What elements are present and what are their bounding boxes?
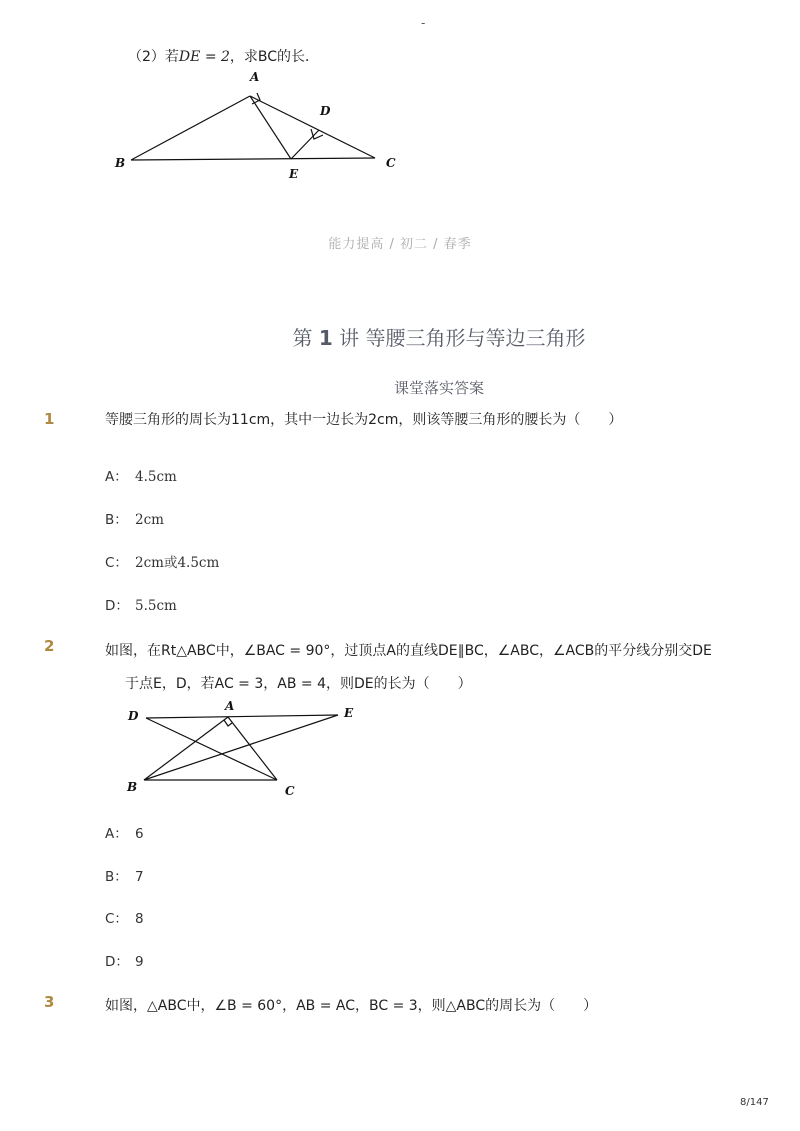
course-subtitle: 能力提高 / 初二 / 春季 [328, 237, 472, 252]
line-de [146, 715, 338, 718]
option-value: 2cm或4.5cm [135, 555, 220, 571]
figure-triangle-abc-de [100, 60, 420, 190]
question-number: 3 [44, 993, 55, 1011]
segment-ae [250, 96, 291, 159]
segment-ba [131, 96, 250, 160]
lecture-prefix: 第 [292, 326, 313, 350]
option-label: B： [105, 512, 128, 528]
segment-ed [291, 130, 319, 159]
option-label: A： [105, 826, 128, 842]
option-value: 5.5cm [135, 598, 177, 614]
label-c: C [285, 784, 295, 798]
option-label: D： [105, 598, 129, 614]
option-value: 4.5cm [135, 469, 177, 485]
lecture-title [0, 322, 800, 351]
label-d: D [128, 709, 139, 723]
option-d[interactable] [105, 950, 144, 970]
segment-ac [228, 717, 277, 780]
sub-question-math: DE = 2 [178, 49, 230, 65]
segment-cd [146, 718, 277, 780]
question-number: 1 [44, 410, 55, 428]
label-c: C [386, 156, 396, 170]
question-text-line2: 于点E，D，若AC = 3，AB = 4，则DE的长为（ ） [125, 676, 472, 692]
option-d[interactable] [105, 594, 177, 614]
label-a: A [250, 70, 260, 84]
page-number: 8/147 [740, 1097, 769, 1108]
sub-question-suffix: ，求BC的长． [229, 49, 320, 65]
question-number: 2 [44, 637, 55, 655]
label-b: B [115, 156, 126, 170]
section-title: 课堂落实答案 [393, 379, 484, 397]
sub-question-prefix: （2）若 [128, 49, 179, 65]
label-a: A [225, 699, 235, 713]
option-label: C： [105, 911, 128, 927]
lecture-number: 1 [318, 326, 333, 350]
right-angle-mark-d [311, 129, 323, 139]
option-label: B： [105, 869, 128, 885]
question-text-line1: 如图，在Rt△ABC中，∠BAC = 90°，过顶点A的直线DE∥BC，∠ABC，∠ACB的平分线分别交DE [105, 643, 712, 659]
question-text: 等腰三角形的周长为11cm，其中一边长为2cm，则该等腰三角形的腰长为（ ） [105, 412, 623, 428]
option-label: C： [105, 555, 128, 571]
option-value: 8 [135, 911, 144, 927]
segment-bc [131, 158, 375, 160]
option-b[interactable] [105, 508, 164, 528]
header-mark: - [421, 16, 426, 30]
option-c[interactable] [105, 907, 144, 927]
option-label: D： [105, 954, 129, 970]
option-label: A： [105, 469, 128, 485]
option-a[interactable] [105, 822, 144, 842]
question-text: 如图，△ABC中，∠B = 60°，AB = AC，BC = 3，则△ABC的周长为（ ） [105, 998, 598, 1014]
label-e: E [344, 706, 354, 720]
option-value: 9 [135, 954, 144, 970]
label-b: B [127, 780, 138, 794]
lecture-topic: 讲 等腰三角形与等边三角形 [339, 326, 586, 350]
segment-ac [250, 96, 375, 158]
option-b[interactable] [105, 865, 144, 885]
segment-ba [144, 717, 228, 780]
option-a[interactable] [105, 465, 177, 485]
option-value: 6 [135, 826, 144, 842]
option-value: 7 [135, 869, 144, 885]
option-c[interactable] [105, 551, 219, 571]
label-d: D [320, 104, 331, 118]
label-e: E [289, 167, 299, 181]
figure-triangle-parallel-de [115, 695, 375, 805]
segment-be [144, 715, 338, 780]
option-value: 2cm [135, 512, 164, 528]
